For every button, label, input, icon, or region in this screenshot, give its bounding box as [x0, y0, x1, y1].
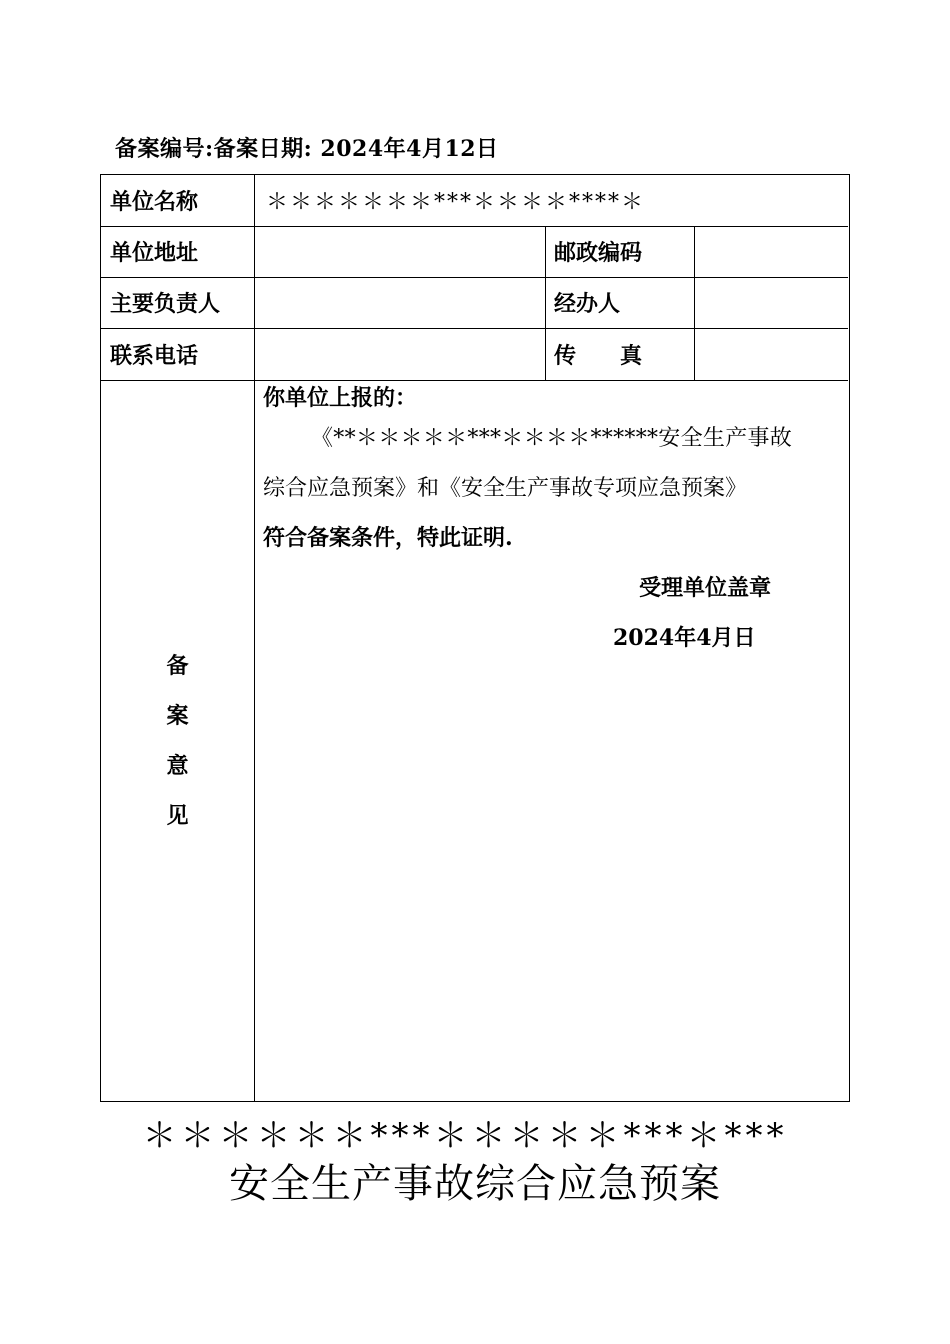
filing-number-date-line: 备案编号:备案日期: 2024年4月12日 [115, 136, 499, 162]
unit-address-label: 单位地址 [110, 240, 199, 266]
opinion-label-char: 案 [166, 703, 189, 729]
unit-name-value: ＊＊＊＊＊＊＊***＊＊＊＊****＊ [266, 190, 646, 215]
phone-value [254, 328, 545, 380]
opinion-plan-names-2: 综合应急预案》和《安全生产事故专项应急预案》 [263, 476, 748, 501]
opinion-plan-names-1: 《**＊＊＊＊＊***＊＊＊＊******安全生产事故 [311, 426, 793, 451]
opinion-label-char: 意 [166, 753, 189, 779]
row-divider [101, 380, 848, 381]
redacted-unit-name: ＊＊＊＊＊＊***＊＊＊＊＊***＊*** [142, 1116, 788, 1156]
handler-value [694, 277, 848, 328]
opinion-date: 2024年4月日 [613, 625, 756, 651]
fax-value [694, 328, 848, 380]
postal-code-label: 邮政编码 [554, 240, 643, 266]
unit-address-value [254, 226, 545, 277]
principal-label: 主要负责人 [110, 291, 221, 317]
phone-label: 联系电话 [110, 342, 199, 369]
filing-opinion-label [101, 641, 254, 841]
opinion-intro: 你单位上报的： [263, 385, 418, 411]
fax-label: 传 真 [554, 342, 643, 369]
document-title: 安全生产事故综合应急预案 [229, 1161, 721, 1207]
opinion-label-char: 备 [166, 653, 189, 679]
stamp-label: 受理单位盖章 [639, 575, 772, 601]
handler-label: 经办人 [554, 291, 621, 317]
filing-form-table [100, 174, 850, 1102]
opinion-conclusion: 符合备案条件，特此证明. [263, 525, 513, 551]
unit-name-label: 单位名称 [110, 189, 199, 215]
opinion-label-char: 见 [166, 803, 189, 829]
principal-value [254, 277, 545, 328]
postal-code-value [694, 226, 848, 277]
